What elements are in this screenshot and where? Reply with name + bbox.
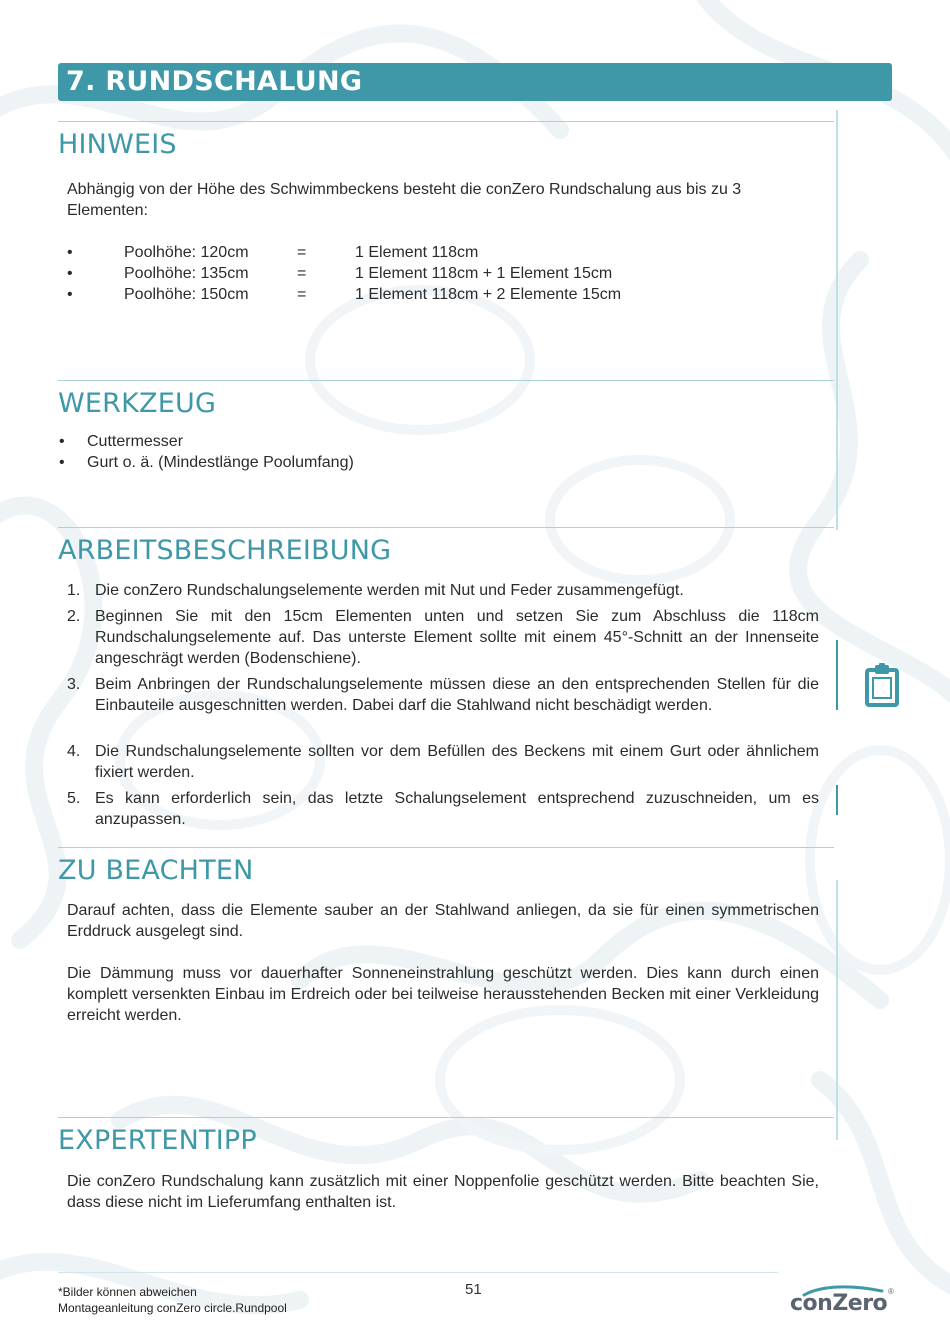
section-heading-expertentipp: EXPERTENTIPP xyxy=(58,1125,257,1156)
list-item xyxy=(59,452,759,473)
hinweis-row xyxy=(67,263,767,284)
footer-disclaimer: *Bilder können abweichen xyxy=(58,1285,197,1299)
pool-height-label: Poolhöhe: 120cm xyxy=(124,244,249,261)
step-number: 1. xyxy=(67,582,81,599)
bullet: • xyxy=(67,286,73,303)
step-number: 4. xyxy=(67,743,81,760)
element-combination: 1 Element 118cm xyxy=(355,244,479,261)
side-accent-line xyxy=(836,880,838,1140)
hinweis-row xyxy=(67,284,767,305)
step-item xyxy=(67,606,819,669)
section-heading-hinweis: HINWEIS xyxy=(58,129,177,160)
equals-sign: = xyxy=(297,244,307,261)
page-number: 51 xyxy=(465,1281,482,1298)
section-divider xyxy=(58,1117,834,1118)
hinweis-row xyxy=(67,242,767,263)
step-text: Die Rundschalungselemente sollten vor dem Befüllen des Beckens mit einem Gurt oder ähnlichem fixiert werden. xyxy=(95,743,819,781)
logo-text: conZero xyxy=(790,1291,888,1316)
list-item xyxy=(59,431,759,452)
step-item xyxy=(67,580,819,601)
equals-sign: = xyxy=(297,286,307,303)
step-number: 2. xyxy=(67,608,81,625)
step-number: 3. xyxy=(67,676,81,693)
footer-divider xyxy=(58,1272,778,1273)
pool-height-label: Poolhöhe: 150cm xyxy=(124,286,249,303)
beachten-paragraph: Die Dämmung muss vor dauerhafter Sonneneinstrahlung geschützt werden. Dies kann durch einen komplett versenkten Einbau im Erdreich oder bei teilweise herausstehenden Becken mit einer Verkleidung erreicht werden. xyxy=(67,965,819,1024)
clipboard-icon xyxy=(865,663,899,707)
tool-text: Gurt o. ä. (Mindestlänge Poolumfang) xyxy=(87,454,354,471)
element-combination: 1 Element 118cm + 2 Elemente 15cm xyxy=(355,286,622,303)
step-text: Beim Anbringen der Rundschalungselemente müssen diese an den entsprechenden Stellen für die Einbauteile ausgeschnitten werden. Dabei darf die Stahlwand nicht beschädigt werden. xyxy=(95,676,819,714)
bullet: • xyxy=(59,433,65,450)
step-text: Es kann erforderlich sein, das letzte Schalungselement entsprechend zuzuschneiden, um es anzupassen. xyxy=(95,790,819,828)
section-divider xyxy=(58,527,834,528)
element-combination: 1 Element 118cm + 1 Element 15cm xyxy=(355,265,613,282)
footer-document-title: Montageanleitung conZero circle.Rundpool xyxy=(58,1301,287,1315)
step-item xyxy=(67,741,819,783)
tool-text: Cuttermesser xyxy=(87,433,184,450)
side-accent-line xyxy=(836,640,838,710)
section-heading-arbeitsbeschreibung: ARBEITSBESCHREIBUNG xyxy=(58,535,392,566)
section-divider xyxy=(58,121,834,122)
bullet: • xyxy=(67,265,73,282)
step-text: Beginnen Sie mit den 15cm Elementen unten und setzen Sie zum Abschluss die 118cm Rundschalungselemente auf. Das unterste Element sollte mit einem 45°-Schnitt an der Innenseite angeschrägt werden (Bodenschiene). xyxy=(95,608,819,667)
bullet: • xyxy=(59,454,65,471)
step-item xyxy=(67,788,819,830)
beachten-paragraph: Darauf achten, dass die Elemente sauber an der Stahlwand anliegen, da sie für einen symmetrischen Erddruck ausgelegt sind. xyxy=(67,902,819,940)
chapter-title: 7. RUNDSCHALUNG xyxy=(66,66,363,97)
bullet: • xyxy=(67,244,73,261)
equals-sign: = xyxy=(297,265,307,282)
registered-mark: ® xyxy=(888,1287,894,1296)
step-text: Die conZero Rundschalungselemente werden mit Nut und Feder zusammengefügt. xyxy=(95,582,684,599)
expertentipp-paragraph: Die conZero Rundschalung kann zusätzlich mit einer Noppenfolie geschützt werden. Bitte beachten Sie, dass diese nicht im Lieferumfang enthalten ist. xyxy=(67,1173,819,1211)
section-divider xyxy=(58,380,834,381)
section-heading-zu-beachten: ZU BEACHTEN xyxy=(58,855,254,886)
hinweis-intro: Abhängig von der Höhe des Schwimmbeckens besteht die conZero Rundschalung aus bis zu 3 Elementen: xyxy=(67,181,742,219)
side-accent-line xyxy=(836,785,838,815)
section-divider xyxy=(58,847,834,848)
step-item xyxy=(67,674,819,716)
section-heading-werkzeug: WERKZEUG xyxy=(58,388,217,419)
chapter-header-bar xyxy=(58,63,892,101)
pool-height-label: Poolhöhe: 135cm xyxy=(124,265,249,282)
side-accent-line xyxy=(836,110,838,530)
step-number: 5. xyxy=(67,790,81,807)
conzero-logo xyxy=(790,1285,900,1319)
